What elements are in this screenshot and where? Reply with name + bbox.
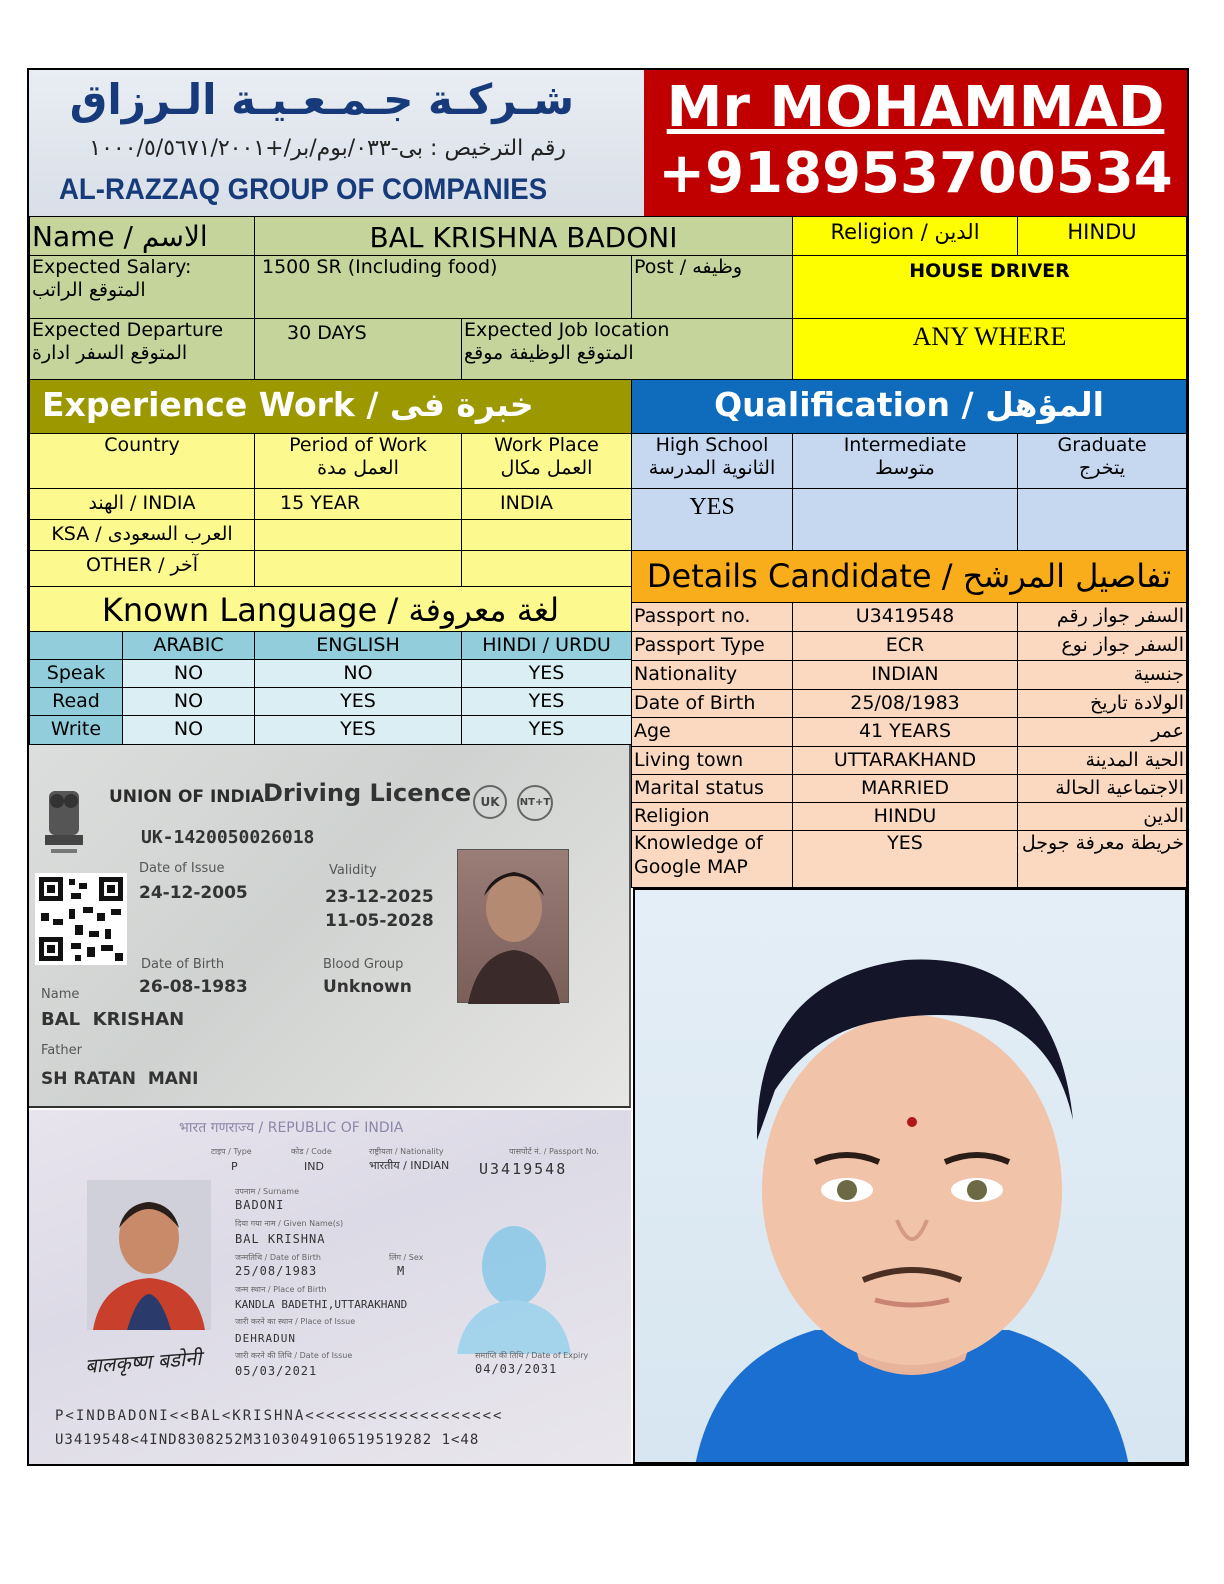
exp-header-period	[254, 433, 462, 489]
detail-value: 41 YEARS	[792, 717, 1018, 747]
passport-poi-label: जारी करने का स्थान / Place of Issue	[235, 1317, 356, 1326]
company-logo	[29, 70, 644, 216]
passport-doi: 05/03/2021	[235, 1364, 318, 1378]
licence-blood-label: Blood Group	[323, 957, 404, 972]
departure-label-ar: المتوقع السفر ادارة	[32, 342, 188, 364]
post-label: Post / وظيفه	[631, 255, 793, 319]
exp-row-country: KSA / العرب السعودى	[29, 519, 255, 551]
passport-type: P	[231, 1160, 238, 1173]
passport-mrz-line-2: U3419548<4IND8308252M3103049106519519282 1<48	[55, 1432, 480, 1448]
detail-label: Passport Type	[631, 631, 793, 661]
passport-nat-label: राष्ट्रीयता / Nationality	[369, 1147, 444, 1156]
detail-value: YES	[792, 830, 1018, 888]
passport-pob-label: जन्म स्थान / Place of Birth	[235, 1285, 327, 1294]
detail-value: INDIAN	[792, 660, 1018, 690]
emblem-icon	[35, 783, 93, 861]
contact-name: Mr MOHAMMAD	[666, 75, 1165, 140]
lang-header-blank	[29, 631, 123, 660]
qual-header-highschool-en: High School	[655, 434, 769, 456]
detail-arabic-label: الاجتماعية الحالة	[1017, 774, 1187, 803]
exp-row-place: INDIA	[461, 488, 632, 520]
passport-surname: BADONI	[235, 1198, 285, 1212]
exp-header-country-en: Country	[104, 434, 180, 456]
lang-value: YES	[461, 659, 632, 688]
licence-validity-nt: 23-12-2025	[325, 887, 434, 907]
detail-value: HINDU	[792, 802, 1018, 831]
salary-label-en: Expected Salary:	[32, 256, 192, 278]
detail-value: U3419548	[792, 602, 1018, 632]
lang-skill-write: Write	[29, 715, 123, 745]
exp-row-place	[461, 519, 632, 551]
lang-skill-speak: Speak	[29, 659, 123, 688]
qual-header-graduate	[1017, 433, 1187, 489]
lang-header-english: ENGLISH	[254, 631, 462, 660]
detail-label: Knowledge of Google MAP	[631, 830, 793, 888]
lang-value: NO	[122, 659, 255, 688]
religion-label: Religion / الدين	[792, 216, 1018, 256]
licence-validity-t: 11-05-2028	[325, 911, 434, 931]
detail-value: UTTARAKHAND	[792, 746, 1018, 775]
passport-signature: बालकृष्ण बडोनी	[84, 1345, 203, 1379]
detail-value: 25/08/1983	[792, 689, 1018, 718]
qual-header-highschool-ar: الثانوية المدرسة	[648, 457, 776, 479]
lang-value: YES	[254, 715, 462, 745]
qualification-title: Qualification / المؤهل	[631, 379, 1187, 434]
passport-dob: 25/08/1983	[235, 1264, 318, 1278]
location-label-en: Expected Job location	[464, 319, 670, 341]
passport-photo	[87, 1180, 211, 1330]
religion-value: HINDU	[1017, 216, 1187, 256]
company-arabic-name: شـركـة جـمـعـيـة الـرزاق	[69, 75, 574, 124]
detail-label: Date of Birth	[631, 689, 793, 718]
licence-blood: Unknown	[323, 977, 412, 997]
driving-licence-card	[29, 745, 631, 1108]
qual-header-highschool	[631, 433, 793, 489]
detail-label: Marital status	[631, 774, 793, 803]
qual-header-intermediate-en: Intermediate	[843, 434, 967, 456]
exp-header-place	[461, 433, 632, 489]
qual-value-graduate	[1017, 488, 1187, 551]
passport-pno-label: पासपोर्ट नं. / Passport No.	[509, 1147, 599, 1156]
licence-doi: 24-12-2005	[139, 883, 248, 903]
details-title: Details Candidate / تفاصيل المرشح	[631, 550, 1187, 603]
passport-nationality: भारतीय / INDIAN	[369, 1159, 450, 1172]
licence-name: BAL KRISHAN	[41, 1009, 185, 1030]
departure-label	[29, 318, 255, 380]
detail-value: ECR	[792, 631, 1018, 661]
passport-mrz-line-1: P<INDBADONI<<BAL<KRISHNA<<<<<<<<<<<<<<<<<<<	[55, 1408, 504, 1424]
exp-header-place-en: Work Place	[494, 434, 599, 456]
exp-row-period: 15 YEAR	[254, 488, 462, 520]
licence-validity-label: Validity	[329, 863, 377, 878]
detail-arabic-label: خريطة معرفة جوجل	[1017, 830, 1187, 888]
detail-label: Nationality	[631, 660, 793, 690]
detail-arabic-label: الحية المدينة	[1017, 746, 1187, 775]
lang-value: YES	[461, 715, 632, 745]
exp-row-period	[254, 519, 462, 551]
experience-title: Experience Work / خبرة فى	[29, 379, 632, 434]
candidate-photo	[633, 888, 1187, 1464]
passport-number: U3419548	[479, 1160, 568, 1178]
detail-arabic-label: الدين	[1017, 802, 1187, 831]
lang-header-arabic: ARABIC	[122, 631, 255, 660]
detail-arabic-label: السفر جواز رقم	[1017, 602, 1187, 632]
detail-arabic-label: عمر	[1017, 717, 1187, 747]
licence-doi-label: Date of Issue	[139, 861, 225, 876]
qual-header-graduate-ar: يتخرج	[1078, 457, 1126, 479]
passport-sex-label: लिंग / Sex	[389, 1253, 424, 1262]
passport-code-label: कोड / Code	[291, 1147, 332, 1156]
post-value: HOUSE DRIVER	[792, 255, 1187, 319]
language-title: Known Language / لغة معروفة	[29, 586, 632, 632]
lang-value: NO	[122, 715, 255, 745]
passport-given-label: दिया गया नाम / Given Name(s)	[235, 1219, 344, 1228]
detail-label: Age	[631, 717, 793, 747]
exp-header-place-ar: العمل مكال	[500, 457, 593, 479]
qual-header-intermediate	[792, 433, 1018, 489]
passport-doe-label: समाप्ति की तिथि / Date of Expiry	[475, 1351, 589, 1360]
licence-father: SH RATAN MANI	[41, 1069, 199, 1089]
departure-value: 30 DAYS	[254, 318, 462, 380]
salary-label	[29, 255, 255, 319]
name-label: Name / الاسم	[29, 216, 255, 256]
passport-surname-label: उपनाम / Surname	[235, 1187, 299, 1196]
exp-row-place	[461, 550, 632, 587]
exp-row-period	[254, 550, 462, 587]
location-label-ar: المتوقع الوظيفة موقع	[464, 342, 634, 364]
exp-row-country: OTHER / آخر	[29, 550, 255, 587]
detail-label: Religion	[631, 802, 793, 831]
detail-value: MARRIED	[792, 774, 1018, 803]
licence-badge-uk: UK	[473, 785, 507, 819]
detail-label: Living town	[631, 746, 793, 775]
passport-code: IND	[304, 1160, 324, 1173]
exp-header-period-en: Period of Work	[289, 434, 427, 456]
qual-header-intermediate-ar: متوسط	[875, 457, 935, 479]
name-value: BAL KRISHNA BADONI	[254, 216, 793, 256]
passport-doi-label: जारी करने की तिथि / Date of Issue	[235, 1351, 353, 1360]
licence-father-label: Father	[41, 1043, 82, 1058]
passport-page	[29, 1110, 631, 1464]
passport-pob: KANDLA BADETHI,UTTARAKHAND	[235, 1298, 408, 1311]
qr-code-icon	[35, 873, 127, 965]
passport-sex: M	[397, 1264, 405, 1278]
licence-name-label: Name	[41, 987, 80, 1002]
departure-label-en: Expected Departure	[32, 319, 224, 341]
licence-dob-label: Date of Birth	[141, 957, 225, 972]
lang-header-hindi: HINDI / URDU	[461, 631, 632, 660]
lang-value: YES	[254, 687, 462, 716]
contact-phone: +918953700534	[658, 141, 1173, 206]
passport-ghost-photo	[449, 1204, 579, 1354]
lang-skill-read: Read	[29, 687, 123, 716]
company-english-name: AL-RAZZAQ GROUP OF COMPANIES	[59, 173, 548, 206]
exp-header-country	[29, 433, 255, 489]
licence-photo	[457, 849, 569, 1003]
licence-badge-nt: NT+T	[517, 785, 553, 821]
detail-arabic-label: السفر جواز نوع	[1017, 631, 1187, 661]
qual-value-highschool: YES	[631, 488, 793, 551]
lang-value: YES	[461, 687, 632, 716]
passport-dob-label: जन्मतिथि / Date of Birth	[235, 1253, 321, 1262]
detail-label: Passport no.	[631, 602, 793, 632]
licence-union: UNION OF INDIA	[109, 787, 265, 807]
qual-header-graduate-en: Graduate	[1057, 434, 1147, 456]
passport-type-label: टाइप / Type	[211, 1147, 252, 1156]
passport-poi: DEHRADUN	[235, 1332, 296, 1345]
salary-value: 1500 SR (Including food)	[254, 255, 632, 319]
company-license: رقم الترخيص : بى-٠٣٣/بوم/بر/+١٠٠٠/٥/٥٦٧١/٢٠٠١	[89, 136, 566, 161]
passport-doe: 04/03/2031	[475, 1362, 558, 1376]
passport-given: BAL KRISHNA	[235, 1232, 326, 1246]
lang-value: NO	[122, 687, 255, 716]
lang-value: NO	[254, 659, 462, 688]
licence-number: UK-1420050026018	[141, 827, 315, 848]
location-label	[461, 318, 793, 380]
exp-header-period-ar: العمل مدة	[317, 457, 399, 479]
location-value: ANY WHERE	[792, 318, 1187, 380]
detail-arabic-label: جنسية	[1017, 660, 1187, 690]
licence-title: Driving Licence	[263, 779, 472, 807]
detail-arabic-label: الولادة تاريخ	[1017, 689, 1187, 718]
passport-header: भारत गणराज्य / REPUBLIC OF INDIA	[179, 1120, 404, 1136]
licence-dob: 26-08-1983	[139, 977, 248, 997]
qual-value-intermediate	[792, 488, 1018, 551]
salary-label-ar: المتوقع الراتب	[32, 279, 146, 301]
contact-box	[644, 70, 1187, 216]
exp-row-country: الهند / INDIA	[29, 488, 255, 520]
